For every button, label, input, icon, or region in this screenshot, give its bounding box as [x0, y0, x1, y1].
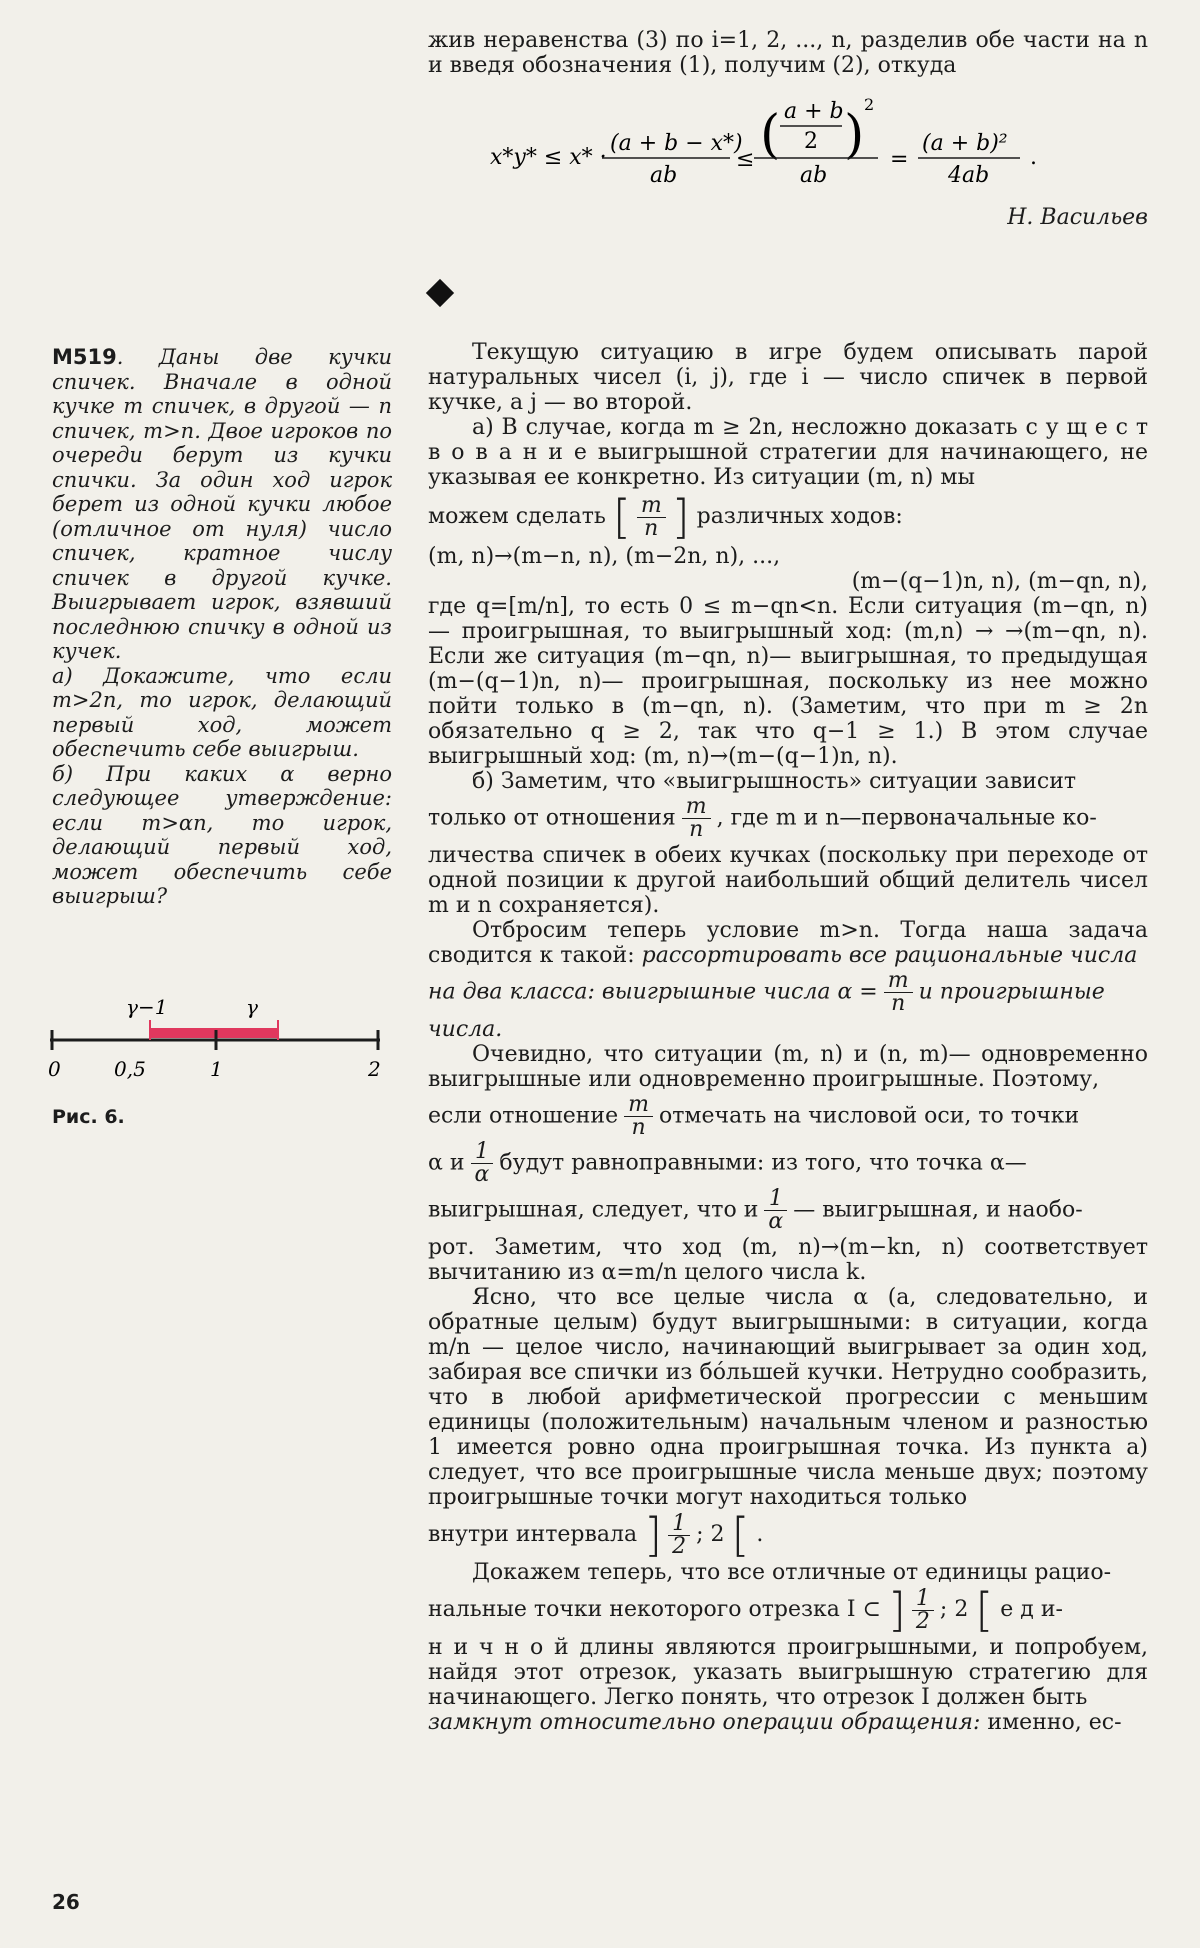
frac-den: 2 — [915, 1608, 930, 1634]
problem-part-b: б) При каких α верно следующее утверждение: если m>αn, то игрок, делающий первый ход, может обеспечить себе выигрыш? — [52, 761, 392, 908]
sol-p5c-post: будут равноправными: из того, что точка α— — [499, 1150, 1027, 1176]
frac-den: n — [631, 1115, 646, 1140]
intro-paragraph: жив неравенства (3) по i=1, 2, ..., n, разделив обе части на n и введя обозначения (1), получим (2), откуда — [428, 28, 1148, 78]
bracket-left: [ — [612, 490, 631, 544]
formula-dot: . — [1030, 145, 1037, 170]
formula-frac3-den: 4ab — [948, 163, 990, 188]
frac-num: 1 — [668, 1513, 690, 1536]
sol-p2b-pre: можем сделать — [428, 504, 606, 529]
sol-p5e: рот. Заметим, что ход (m, n)→(m−kn, n) соответствует вычитанию из α=m/n целого числа k. — [428, 1235, 1148, 1285]
sol-p4a-italic: рассортировать все рациональные числа — [641, 943, 1138, 968]
sol-p5c — [428, 1141, 1148, 1186]
frac-num: 1 — [764, 1188, 787, 1211]
formula-frac2-inner-den: 2 — [804, 129, 818, 154]
author-signature: Н. Васильев — [1007, 205, 1148, 230]
sol-p4b-italic: на два класса: выигрышные числа α = — [428, 979, 878, 1005]
fig-label-gamma: γ — [246, 995, 258, 1019]
sol-p4a-text: Отбросим теперь условие m>n. Тогда наша задача сводится к такой: — [428, 918, 1148, 968]
formula-frac3-num: (a + b)² — [922, 131, 1008, 156]
formula-paren-left: ( — [760, 105, 781, 165]
bracket-left-open-2: [ — [975, 1583, 994, 1637]
sol-p3b-post: , где m и n—первоначальные ко- — [716, 805, 1097, 831]
sol-p3a: б) Заметим, что «выигрышность» ситуации зависит — [472, 769, 1077, 794]
sol-p6b-pre: внутри интервала — [428, 1522, 638, 1547]
sol-p7a: Докажем теперь, что все отличные от единицы рацио- — [472, 1560, 1112, 1585]
inequality-formula — [490, 96, 1110, 206]
section-diamond-icon — [426, 279, 454, 307]
sol-p4b — [428, 970, 1148, 1015]
sol-p2b-post: различных ходов: — [696, 504, 903, 529]
frac-den: α — [768, 1209, 784, 1234]
frac-num: 1 — [471, 1141, 494, 1164]
sol-p5a: Очевидно, что ситуации (m, n) и (n, m)— одновременно выигрышные или одновременно проигрышные. Поэтому, — [428, 1042, 1148, 1092]
frac-m-n — [637, 492, 666, 541]
frac-num: m — [624, 1094, 653, 1117]
formula-frac1-num: (a + b − x*) — [610, 131, 743, 156]
sol-p6: Ясно, что все целые числа α (а, следовательно, и обратные целым) будут выигрышными: в ситуации, когда m/n — целое число, начинающий выигрывает за один ход, забирая все спички из бóльшей кучки. Нетрудно сообразить, что в любой арифметической прогрессии с меньшим единицы (положительным) начальным членом и разностью 1 имеется ровно одна проигрышная точка. Из пункта а) следует, что все проигрышные числа меньше двух; поэтому проигрышные точки могут находиться только — [428, 1285, 1148, 1510]
sol-p5b — [428, 1094, 1148, 1139]
sol-p3b — [428, 796, 1148, 841]
problem-text: . Даны две кучки спичек. Вначале в одной кучке m спичек, в другой — n спичек, m>n. Двое игроков по очереди берут из кучки спички. За один ход игрок берет из одной кучки любое (отличное от нуля) число спичек, кратное числу спичек в другой кучке. Выигрывает игрок, взявший последнюю спичку в одной из кучек. — [52, 345, 392, 663]
sol-p2b — [428, 490, 1148, 544]
solution-column — [428, 340, 1148, 1735]
frac-num: 1 — [912, 1588, 934, 1611]
sol-p7d-italic: замкнут относительно операции обращения: — [428, 1710, 981, 1735]
frac-num: m — [637, 495, 666, 518]
frac-den: n — [689, 817, 704, 842]
fig-highlight-segment — [150, 1028, 278, 1038]
fig-label-gamma-minus: γ−1 — [126, 995, 168, 1019]
fig-tick-label-05: 0,5 — [114, 1057, 146, 1081]
sol-p7b — [428, 1583, 1148, 1637]
formula-eq: = — [890, 147, 909, 172]
fig-tick-label-0: 0 — [48, 1057, 61, 1081]
frac-den: 2 — [672, 1533, 687, 1559]
frac-m-n-2 — [682, 796, 711, 841]
sol-p7b-pre: нальные точки некоторого отрезка I ⊂ — [428, 1597, 881, 1622]
main-column — [428, 28, 1148, 78]
problem-number: М519 — [52, 345, 117, 369]
sol-p7d-post: именно, ес- — [987, 1710, 1122, 1735]
sol-p2e: где q=[m/n], то есть 0 ≤ m−qn<n. Если ситуация (m−qn, n) — проигрышная, то выигрышный ход: (m,n) → →(m−qn, n). Если же ситуация (m−qn, n)— выигрышная, то предыдущая (m−(q−1)n, n)— проигрышная, поскольку из нее можно пойти только в (m−qn, n). (Заметим, что при m ≥ 2n обязательно q ≥ 2, так что q−1 ≥ 1.) В этом случае выигрышный ход: (m, n)→(m−(q−1)n, n). — [428, 594, 1148, 769]
frac-1-alpha — [471, 1141, 494, 1186]
sol-p5b-post: отмечать на числовой оси, то точки — [659, 1103, 1080, 1129]
sol-p5b-pre: если отношение — [428, 1103, 619, 1129]
problem-statement — [52, 345, 392, 909]
sol-p2c: (m, n)→(m−n, n), (m−2n, n), ..., — [428, 544, 781, 569]
bracket-left-open: [ — [731, 1508, 750, 1562]
formula-frac2-den: ab — [800, 163, 828, 188]
problem-main — [52, 345, 392, 664]
sol-p5d — [428, 1188, 1148, 1233]
frac-1-2-b — [912, 1585, 934, 1634]
page-number: 26 — [52, 1890, 80, 1914]
sol-p5d-pre: выигрышная, следует, что и — [428, 1197, 759, 1223]
formula-exp: 2 — [864, 95, 875, 114]
sol-p4c: числа. — [428, 1017, 503, 1042]
sol-p7b-post: е д и- — [1000, 1597, 1063, 1622]
sol-p6b: внутри интервала ] $\frac{1}{2}$ ; 2 [ . — [428, 1508, 764, 1562]
frac-den: n — [644, 515, 659, 541]
sol-p5d-post: — выигрышная, и наобо- — [793, 1197, 1083, 1223]
frac-1-alpha-2 — [764, 1188, 787, 1233]
formula-paren-right: ) — [844, 105, 865, 165]
sol-p7c: н и ч н о й длины являются проигрышными, и попробуем, найдя этот отрезок, указать выигрышную стратегию для начинающего. Легко понять, что отрезок I должен быть — [428, 1635, 1148, 1710]
problem-part-a: а) Докажите, что если m>2n, то игрок, делающий первый ход, может обеспечить себе выигрыш. — [52, 663, 392, 761]
bracket-right: ] — [671, 490, 690, 544]
frac-den: n — [891, 991, 906, 1016]
figure-caption: Рис. 6. — [52, 1106, 125, 1128]
formula-lhs: x*y* ≤ x* · — [490, 145, 607, 170]
fig-tick-label-2: 2 — [368, 1057, 381, 1081]
fig-tick-label-1: 1 — [210, 1057, 223, 1081]
frac-1-2 — [668, 1510, 690, 1559]
sol-p2a: а) В случае, когда m ≥ 2n, несложно доказать с у щ е с т в о в а н и е выигрышной стратегии для начинающего, не указывая ее конкретно. Из ситуации (m, n) мы — [428, 415, 1148, 490]
bracket-right-open-2: ] — [887, 1583, 906, 1637]
sol-p4b-italic2: и проигрышные — [918, 979, 1105, 1005]
formula-le: ≤ — [736, 147, 755, 172]
sol-p6b-post: ; 2 — [696, 1522, 725, 1547]
frac-m-n-3 — [884, 970, 913, 1015]
formula-frac1-den: ab — [650, 163, 678, 188]
sol-p2d: (m−(q−1)n, n), (m−qn, n), — [851, 569, 1148, 594]
sol-p1: Текущую ситуацию в игре будем описывать парой натуральных чисел (i, j), где i — число спичек в первой кучке, а j — во второй. — [428, 340, 1148, 415]
formula-frac2-inner-num: a + b — [784, 99, 844, 124]
sol-p7b-mid: ; 2 — [939, 1597, 969, 1622]
frac-den: α — [474, 1162, 490, 1187]
sol-p4a — [428, 918, 1148, 968]
figure-number-line — [50, 988, 390, 1088]
sol-p5c-pre: α и — [428, 1150, 465, 1176]
sol-p7d — [428, 1710, 1148, 1735]
bracket-right-open: ] — [644, 1508, 663, 1562]
sol-p3b-pre: только от отношения — [428, 805, 676, 831]
frac-m-n-4 — [624, 1094, 653, 1139]
frac-num: m — [682, 796, 711, 819]
frac-num: m — [884, 970, 913, 993]
sol-p3c: личества спичек в обеих кучках (поскольку при переходе от одной позиции к другой наибольший общий делитель чисел m и n сохраняется). — [428, 843, 1148, 918]
